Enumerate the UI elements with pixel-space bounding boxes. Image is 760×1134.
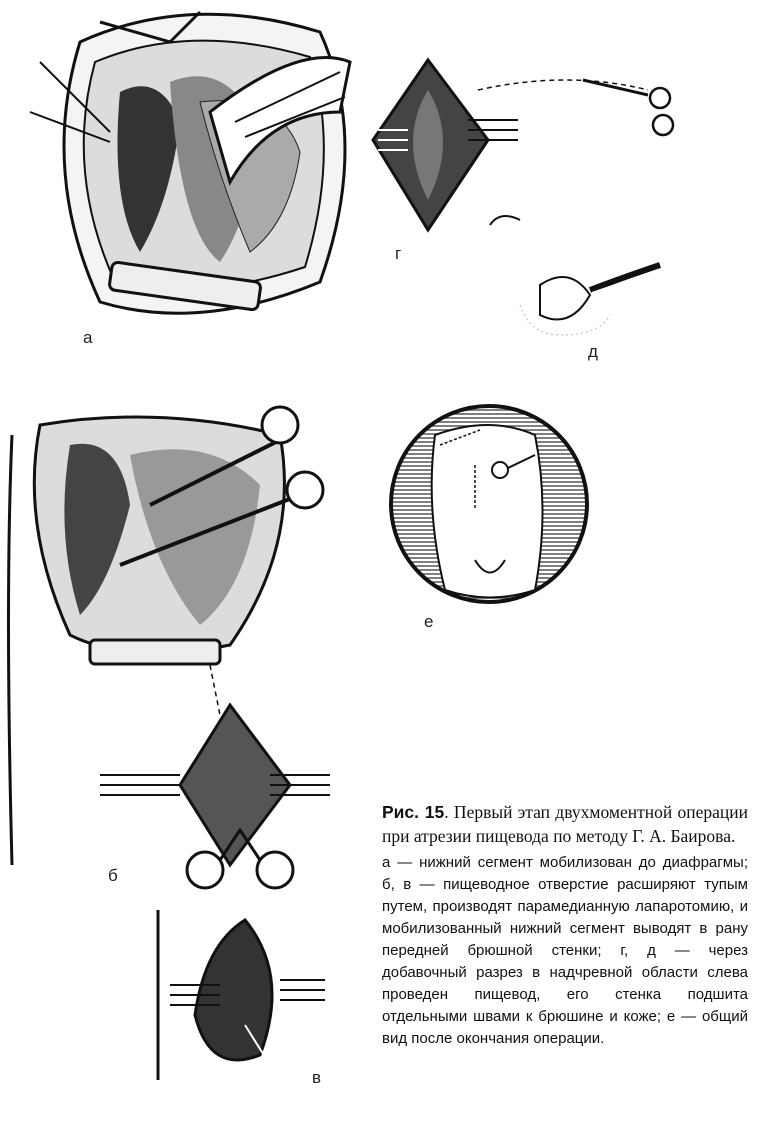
illustration-d	[480, 205, 670, 345]
panel-label-d: д	[588, 342, 598, 361]
panel-label-v: в	[312, 1068, 322, 1087]
illustration-a	[20, 2, 360, 332]
illustration-b-scissors	[180, 825, 310, 895]
illustration-v	[150, 905, 330, 1085]
figure-caption	[382, 800, 748, 1050]
panel-label-b: б	[108, 866, 118, 885]
panel-label-e: е	[424, 612, 434, 631]
panel-label-a: а	[83, 328, 93, 347]
caption-number: Рис. 15	[382, 802, 445, 822]
illustration-b	[0, 395, 340, 875]
illustration-e	[385, 400, 595, 610]
caption-body: а — нижний сегмент мобилизован до диафрагмы; б, в — пищеводное отверстие расширяют тупым путем, производят парамедианную лапаротомию, и мобилизованный нижний сегмент выводят в рану передней брюшной стенки; г, д — через добавочный разрез в надчревной области слева проведен пищевод, его стенка подшита отдельными швами к брюшине и коже; е — общий вид после окончания операции.	[382, 854, 748, 1047]
caption-title: . Первый этап двухмоментной операции при атрезии пищевода по методу Г. А. Баирова.	[382, 802, 748, 846]
caption-heading	[382, 800, 748, 848]
panel-label-g: г	[395, 244, 402, 263]
